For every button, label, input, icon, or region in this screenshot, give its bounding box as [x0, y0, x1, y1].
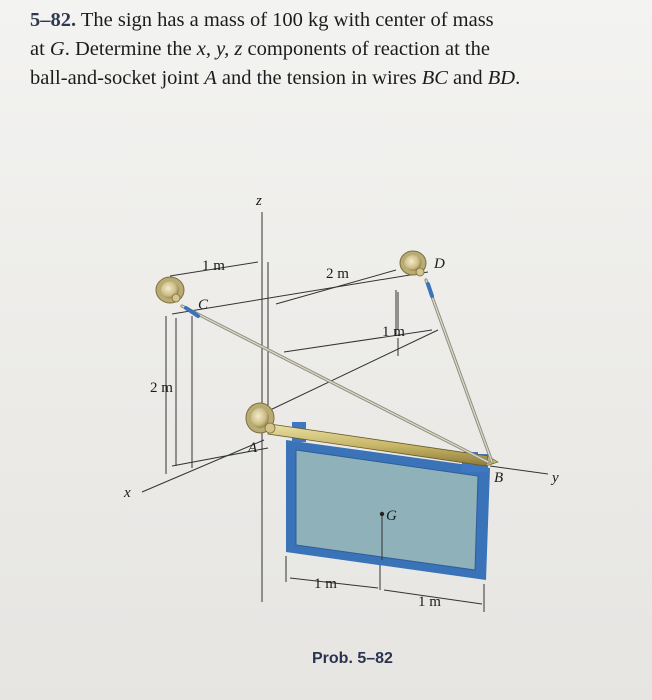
figure-caption: Prob. 5–82: [312, 650, 393, 667]
problem-text-line2c: components of reaction at the: [242, 38, 490, 60]
ball-socket-a: [246, 403, 275, 433]
point-a-ref: A: [204, 67, 217, 89]
wire-bd-ref: BD: [487, 67, 516, 89]
label-point-g: G: [386, 508, 397, 524]
problem-text-line1: The sign has a mass of 100 kg with center of mass: [80, 9, 494, 31]
dim-1m-bottom-right: 1 m: [418, 594, 441, 610]
support-d: [400, 251, 426, 276]
label-point-d: D: [434, 256, 445, 272]
label-point-b: B: [494, 470, 504, 486]
dim-1m-bottom-left: 1 m: [314, 576, 337, 592]
problem-text-line2b: . Determine the: [64, 38, 197, 60]
label-axis-x: x: [124, 485, 131, 501]
label-point-a: A: [248, 440, 258, 456]
center-of-mass-dot: [380, 512, 384, 516]
label-point-c: C: [198, 297, 209, 313]
problem-number: 5–82.: [30, 9, 77, 31]
support-c: [156, 277, 184, 303]
dim-1m-top: 1 m: [202, 258, 225, 274]
dim-1m-right: 1 m: [382, 324, 405, 340]
point-g-ref: G: [49, 38, 65, 60]
problem-text-line3a: ball-and-socket joint: [30, 67, 205, 89]
label-axis-z: z: [256, 193, 262, 209]
problem-text-line3b: and the tension in wires: [216, 67, 422, 89]
dim-2m-left: 2 m: [150, 380, 173, 396]
label-axis-y: y: [552, 470, 559, 486]
dim-2m-top: 2 m: [326, 266, 349, 282]
xyz-ref: x, y, z: [196, 38, 243, 60]
x-axis-line: [142, 440, 264, 492]
problem-text-line2a: at: [30, 38, 50, 60]
problem-text-line3c: and: [447, 67, 488, 89]
problem-text-line3d: .: [515, 67, 521, 89]
wire-bc-ref: BC: [421, 67, 448, 89]
